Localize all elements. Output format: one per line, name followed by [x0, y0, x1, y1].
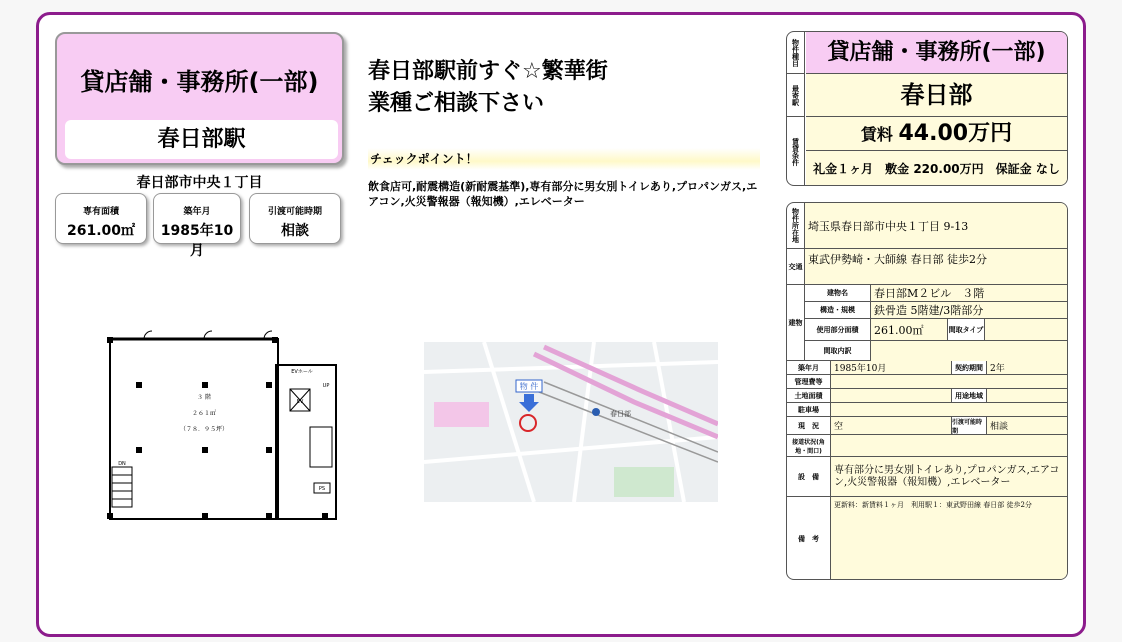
- name-value: 春日部M２ビル ３階: [871, 285, 1067, 301]
- checkpoint-heading: チェックポイント！: [368, 148, 760, 170]
- built-chip: [153, 193, 241, 259]
- rent-value: 44.00万円: [898, 121, 1013, 146]
- summary-rent: [806, 117, 1067, 151]
- mgmt-value: [831, 375, 1067, 388]
- status-value: 空: [831, 417, 951, 434]
- mgmt-label: 管理費等: [787, 375, 831, 388]
- map-marker-label: 物 件: [519, 382, 539, 391]
- structure-label: 構造・規模: [805, 302, 871, 318]
- layout-detail-value: [871, 341, 1067, 361]
- road-label: 接道状況(角地・間口): [787, 435, 831, 456]
- location-map[interactable]: [424, 342, 718, 502]
- rent-prefix: 賃料: [860, 125, 893, 144]
- building-label: 建物: [787, 285, 805, 360]
- ev-label: EV: [296, 399, 304, 405]
- contract-value: 2年: [987, 361, 1067, 374]
- property-title-card: [55, 32, 344, 165]
- built-value: 1985年10月: [831, 361, 951, 374]
- layout-detail-label: 間取内訳: [805, 341, 871, 361]
- remarks-label: 備 考: [787, 497, 831, 580]
- parking-value: [831, 403, 1067, 416]
- built-chip-label: 築年月: [183, 207, 211, 217]
- area-chip: [55, 193, 147, 244]
- structure-value: 鉄骨造 5階建/3階部分: [871, 302, 1067, 318]
- headline: [368, 56, 758, 120]
- summary-type: 貸店舗・事務所(一部): [806, 32, 1067, 74]
- floor-tsubo: （７８．９５坪）: [179, 426, 229, 433]
- traffic-value: 東武伊勢崎・大師線 春日部 徒歩2分: [805, 249, 1067, 284]
- up-label: UP: [322, 383, 330, 389]
- area-chip-value: 261.00㎡: [66, 223, 136, 239]
- road-value: [831, 435, 1067, 456]
- handover-chip-label: 引渡可能時期: [267, 207, 322, 217]
- dn-label: DN: [118, 461, 126, 467]
- details-table: [786, 202, 1068, 580]
- zoning-label: 用途地域: [951, 389, 987, 402]
- floor-area: ２６１㎡: [191, 410, 217, 417]
- handover-value: 相談: [987, 417, 1067, 434]
- property-address: 春日部市中央１丁目: [136, 175, 263, 191]
- location-value: 埼玉県春日部市中央１丁目 9-13: [805, 203, 1067, 248]
- headline-line2: 業種ご相談下さい: [368, 91, 545, 116]
- contract-label: 契約期間: [951, 361, 987, 374]
- ps-label: PS: [318, 486, 326, 492]
- summary-table: [786, 31, 1068, 186]
- area-value: 261.00㎡: [871, 319, 947, 340]
- equip-label: 設 備: [787, 457, 831, 496]
- name-label: 建物名: [805, 285, 871, 301]
- traffic-label: 交通: [787, 249, 805, 284]
- summary-nearest: 春日部: [806, 74, 1067, 117]
- summary-deposit: 礼金１ヶ月 敷金 220.00万円 保証金 なし: [806, 151, 1067, 186]
- handover-chip-value: 相談: [281, 223, 309, 239]
- parking-label: 駐車場: [787, 403, 831, 416]
- checkpoint-features: 飲食店可,耐震構造(新耐震基準),専有部分に男女別トイレあり,プロパンガス,エアコン,火災警報器（報知機）,エレベーター: [368, 180, 758, 208]
- layout-type-value: [985, 319, 1067, 340]
- floor-plan: [104, 327, 344, 522]
- equip-value: 専有部分に男女別トイレあり,プロパンガス,エアコン,火災警報器（報知機）,エレベーター: [831, 457, 1067, 496]
- ev-hall-label: EVホール: [291, 369, 313, 375]
- land-value: [831, 389, 951, 402]
- handover-label: 引渡可能時期: [951, 417, 987, 434]
- type-label: 物件種目: [787, 32, 805, 74]
- zoning-value: [987, 389, 1067, 402]
- built-chip-value: 1985年10月: [160, 223, 234, 259]
- remarks-value: 更新料：新賃料１ヶ月 利用駅１：東武野田線 春日部 徒歩2分: [831, 497, 1067, 580]
- area-label: 使用部分面積: [805, 319, 871, 340]
- station-name: 春日部駅: [65, 120, 338, 159]
- nearest-label: 最寄駅: [787, 74, 805, 117]
- area-chip-label: 専有面積: [82, 207, 119, 217]
- map-station-label: 春日部: [610, 410, 631, 418]
- handover-chip: [249, 193, 341, 244]
- status-label: 現 況: [787, 417, 831, 434]
- headline-line1: 春日部駅前すぐ☆繁華街: [368, 59, 608, 84]
- layout-type-label: 間取タイプ: [947, 319, 985, 340]
- built-label: 築年月: [787, 361, 831, 374]
- property-type: 貸店舗・事務所(一部): [80, 68, 319, 96]
- terms-label: 賃貸条件: [787, 117, 805, 186]
- land-label: 土地面積: [787, 389, 831, 402]
- location-label: 物件所在地: [787, 203, 805, 248]
- floor-label: ３ 階: [197, 394, 211, 401]
